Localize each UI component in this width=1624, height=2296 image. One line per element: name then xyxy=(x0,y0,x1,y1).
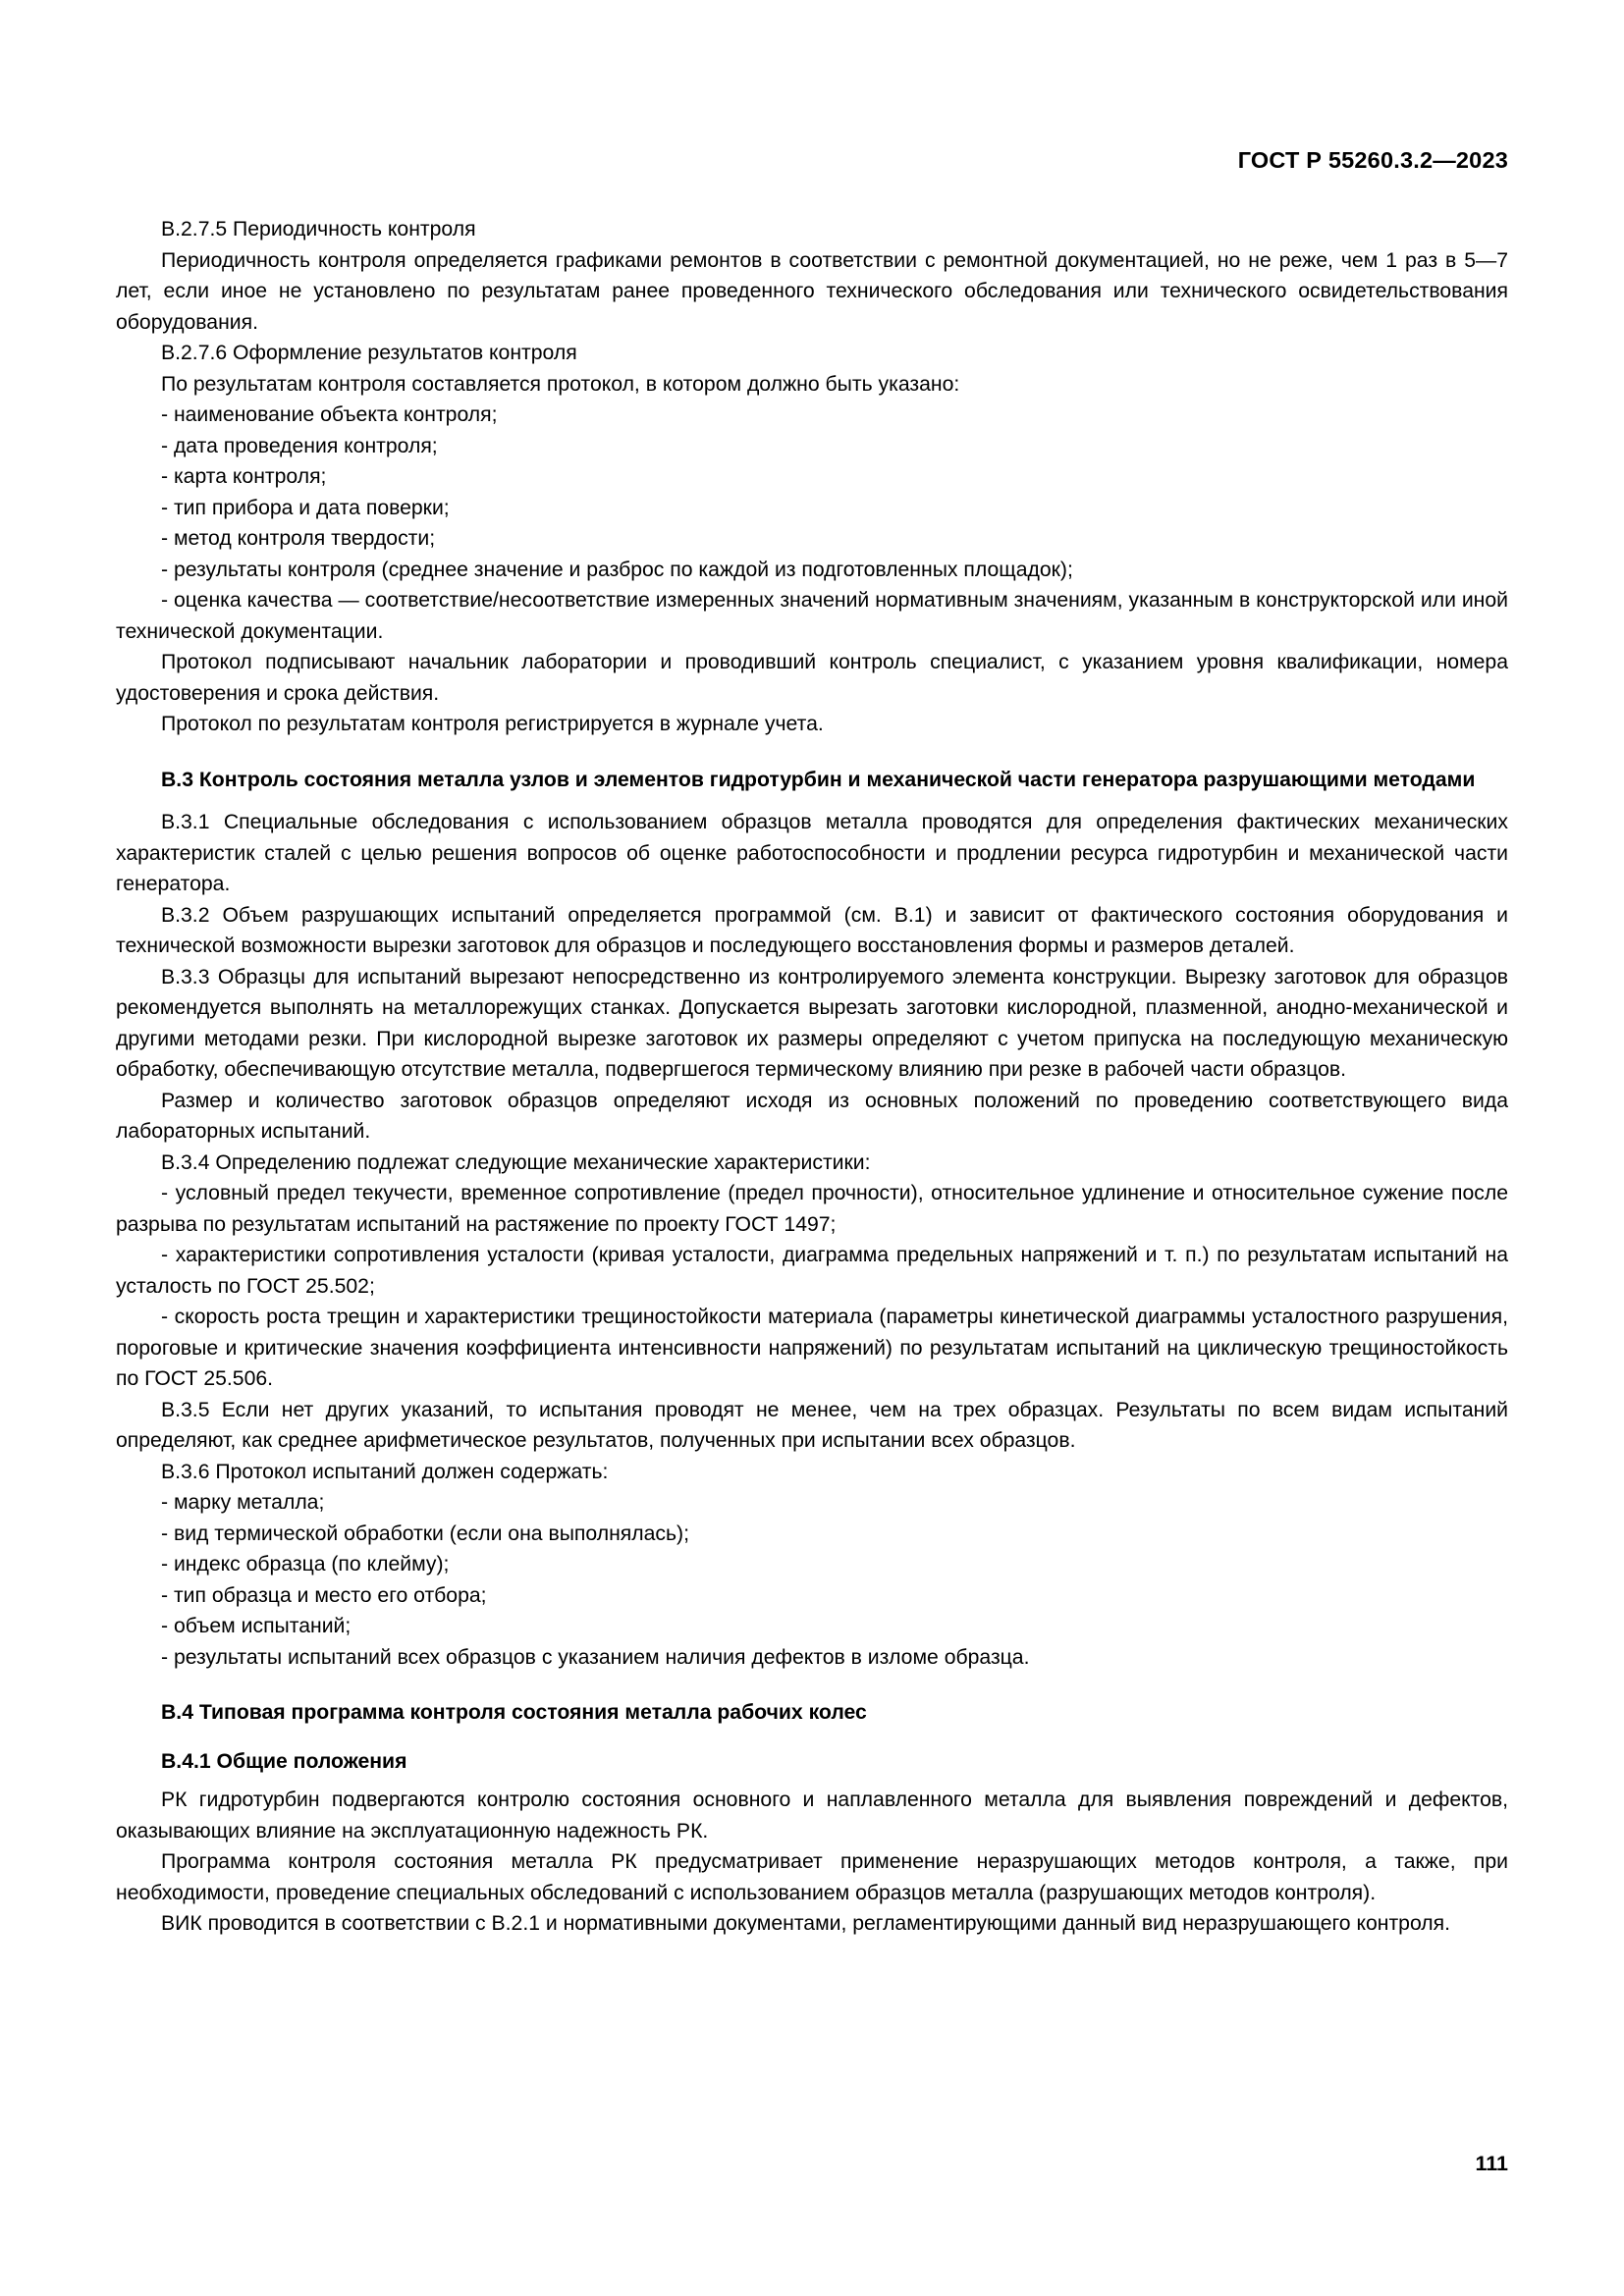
list-item: - метод контроля твердости; xyxy=(161,527,436,550)
body-paragraph: - характеристики сопротивления усталости (кривая усталости, диаграмма предельных напряжений и т. п.) по результатам испытаний на усталость по ГОСТ 25.502; xyxy=(116,1244,1508,1298)
page-body-text xyxy=(116,214,1508,1940)
clause-title: В.2.7.6 Оформление результатов контроля xyxy=(161,342,577,364)
body-paragraph: В.3.6 Протокол испытаний должен содержать: xyxy=(161,1460,609,1483)
body-paragraph: - оценка качества — соответствие/несоответствие измеренных значений нормативным значениям, указанным в конструкторской или иной технической документации. xyxy=(116,589,1508,643)
body-paragraph: РК гидротурбин подвергаются контролю состояния основного и наплавленного металла для выявления повреждений и дефектов, оказывающих влияние на эксплуатационную надежность РК. xyxy=(116,1789,1508,1842)
body-paragraph: В.3.4 Определению подлежат следующие механические характеристики: xyxy=(161,1150,871,1174)
clause-title: В.2.7.5 Периодичность контроля xyxy=(161,218,476,240)
list-item: - тип прибора и дата поверки; xyxy=(161,496,450,519)
list-item: - индекс образца (по клейму); xyxy=(161,1553,450,1575)
body-paragraph: В.3.3 Образцы для испытаний вырезают непосредственно из контролируемого элемента конструкции. Вырезку заготовок для образцов рекомендуется выполнять на металлорежущих станках. Допускается вырезать заготовки кислородной, плазменной, анодно-механической и другими методами резки. При кислородной вырезке заготовок их размеры определяют с учетом припуска на последующую механическую обработку, обеспечивающую отсутствие металла, подвергшегося термическому влиянию при резке в рабочей части образцов. xyxy=(116,965,1508,1081)
list-item: - тип образца и место его отбора; xyxy=(161,1583,487,1607)
list-item: - результаты испытаний всех образцов с указанием наличия дефектов в изломе образца. xyxy=(161,1645,1030,1669)
page-number: 111 xyxy=(1475,2152,1508,2175)
body-paragraph: По результатам контроля составляется протокол, в котором должно быть указано: xyxy=(161,372,960,396)
body-paragraph: Протокол подписывают начальник лаборатории и проводивший контроль специалист, с указанием уровня квалификации, номера удостоверения и срока действия. xyxy=(116,651,1508,705)
list-item: - объем испытаний; xyxy=(161,1615,352,1637)
body-paragraph: - скорость роста трещин и характеристики трещиностойкости материала (параметры кинетической диаграммы усталостного разрушения, пороговые и критические значения коэффициента интенсивности напряжений) по результатам испытаний на циклическую трещиностойкость по ГОСТ 25.506. xyxy=(116,1306,1508,1390)
body-paragraph: В.3.2 Объем разрушающих испытаний определяется программой (см. В.1) и зависит от фактического состояния оборудования и технической возможности вырезки заготовок для образцов и последующего восстановления формы и размеров деталей. xyxy=(116,903,1508,957)
body-paragraph: Периодичность контроля определяется графиками ремонтов в соответствии с ремонтной документацией, но не реже, чем 1 раз в 5—7 лет, если иное не установлено по результатам ранее проведенного технического обследования или технического освидетельствования оборудования. xyxy=(116,248,1508,334)
list-item: - карта контроля; xyxy=(161,465,327,488)
body-paragraph: Размер и количество заготовок образцов определяют исходя из основных положений по проведению соответствующего вида лабораторных испытаний. xyxy=(116,1089,1508,1143)
list-item: - наименование объекта контроля; xyxy=(161,403,498,426)
body-paragraph: Протокол по результатам контроля регистрируется в журнале учета. xyxy=(161,713,824,735)
section-heading: В.4 Типовая программа контроля состояния металла рабочих колес xyxy=(161,1701,867,1724)
list-item: - результаты контроля (среднее значение и разброс по каждой из подготовленных площадок); xyxy=(161,558,1073,581)
body-paragraph: - условный предел текучести, временное сопротивление (предел прочности), относительное удлинение и относительное сужение после разрыва по результатам испытаний на растяжение по проекту ГОСТ 1497; xyxy=(116,1182,1508,1236)
body-paragraph: В.3.5 Если нет других указаний, то испытания проводят не менее, чем на трех образцах. Результаты по всем видам испытаний определяют, как среднее арифметическое результатов, полученных при испытании всех образцов. xyxy=(116,1398,1508,1452)
list-item: - вид термической обработки (если она выполнялась); xyxy=(161,1522,689,1545)
page-header-standard-ref: ГОСТ Р 55260.3.2—2023 xyxy=(1237,147,1508,173)
list-item: - дата проведения контроля; xyxy=(161,434,438,457)
list-item: - марку металла; xyxy=(161,1491,325,1514)
body-paragraph: ВИК проводится в соответствии с В.2.1 и нормативными документами, регламентирующими данный вид неразрушающего контроля. xyxy=(161,1912,1451,1935)
body-paragraph: Программа контроля состояния металла РК предусматривает применение неразрушающих методов контроля, а также, при необходимости, проведение специальных обследований с использованием образцов металла (разрушающих методов контроля). xyxy=(116,1850,1508,1904)
body-paragraph: В.3.1 Специальные обследования с использованием образцов металла проводятся для определения фактических механических характеристик сталей с целью решения вопросов об оценке работоспособности и продлении ресурса гидротурбин и механической части генератора. xyxy=(116,811,1508,895)
subsection-heading: В.4.1 Общие положения xyxy=(161,1749,407,1773)
section-heading: В.3 Контроль состояния металла узлов и элементов гидротурбин и механической части генератора разрушающими методами xyxy=(161,768,1476,791)
